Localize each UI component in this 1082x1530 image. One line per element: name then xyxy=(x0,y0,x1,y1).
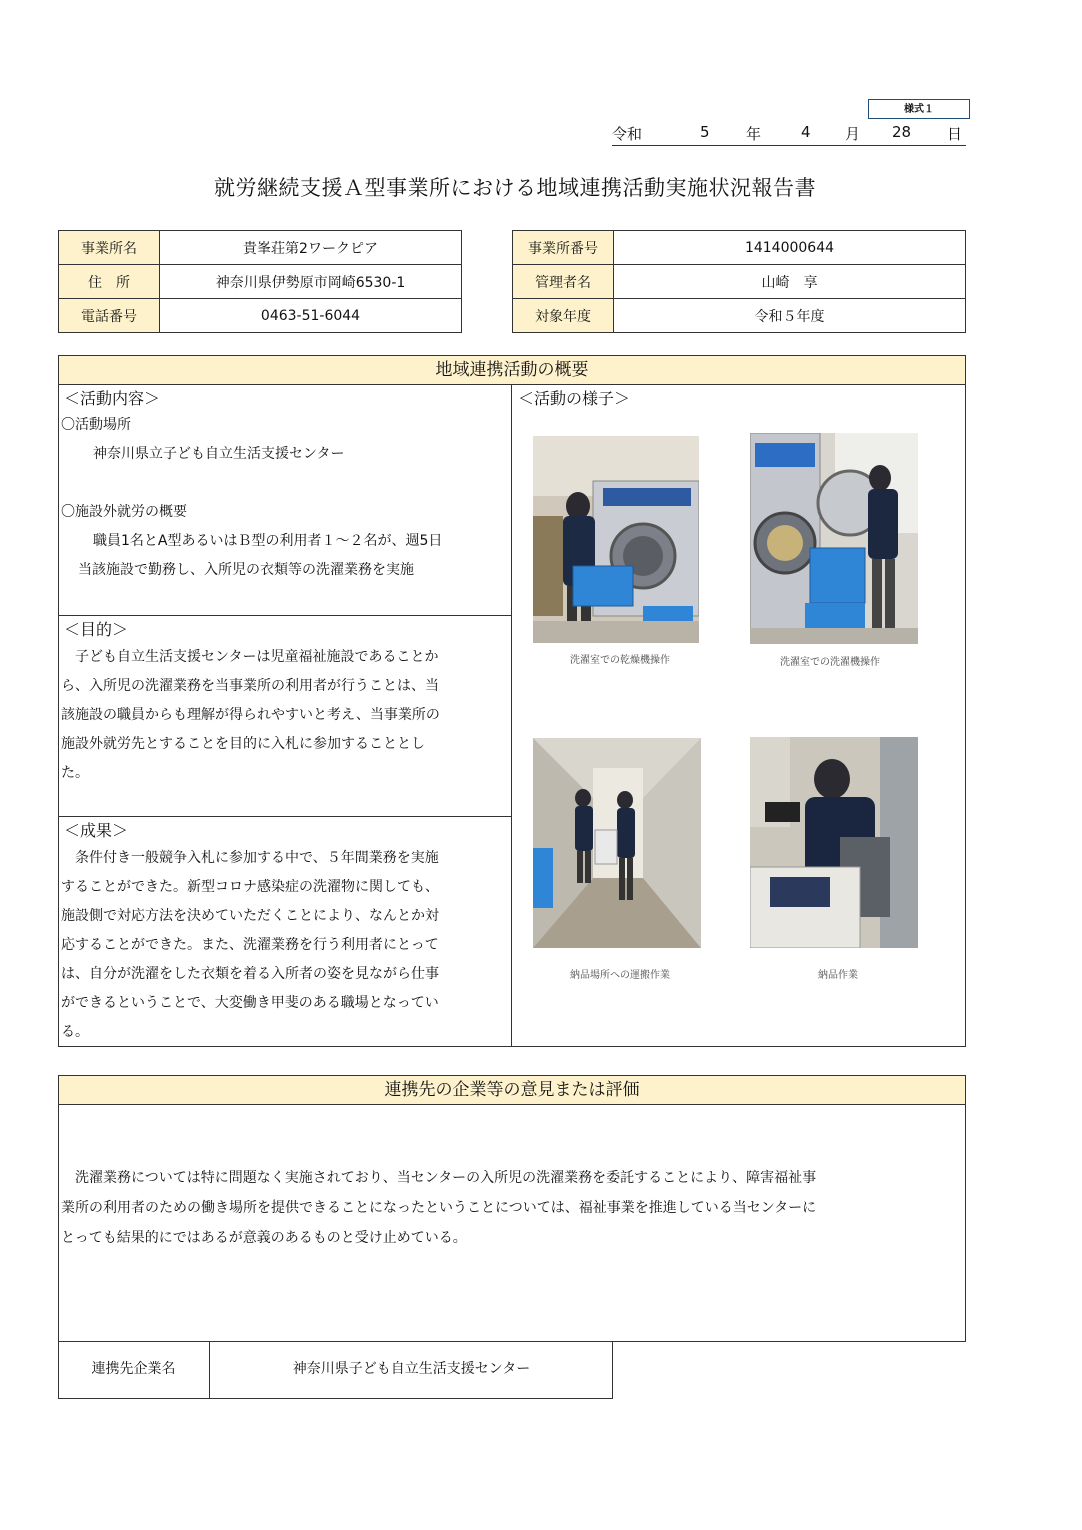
text-line: 業所の利用者のための働き場所を提供できることになったということについては、福祉事業を推進している当センターに xyxy=(61,1200,817,1216)
photo-caption: 洗濯室での洗濯機操作 xyxy=(780,657,880,668)
section-divider xyxy=(58,816,512,817)
table-row xyxy=(513,231,966,265)
report-date xyxy=(612,121,966,146)
partner-name: 神奈川県子ども自立生活支援センター xyxy=(292,1361,531,1377)
document-title: 就労継続支援Ａ型事業所における地域連携活動実施状況報告書 xyxy=(214,176,816,200)
text-line: 応することができた。また、洗濯業務を行う利用者にとって xyxy=(61,937,439,953)
purpose-text xyxy=(61,643,511,788)
photo-delivery-transport xyxy=(533,738,701,948)
address-value: 神奈川県伊勢原市岡崎6530-1 xyxy=(160,265,462,299)
text-line: ら、入所児の洗濯業務を当事業所の利用者が行うことは、当 xyxy=(61,678,439,694)
photo-dryer-image xyxy=(533,436,699,643)
text-line: ができるということで、大変働き甲斐のある職場となってい xyxy=(61,995,439,1011)
facility-admin-table xyxy=(512,230,966,333)
text-line: る。 xyxy=(61,1024,89,1040)
offsite-line: 当該施設で勤務し、入所児の衣類等の洗濯業務を実施 xyxy=(78,562,414,578)
text-line: とっても結果的にではあるが意義のあるものと受け止めている。 xyxy=(61,1230,467,1246)
evaluation-header: 連携先の企業等の意見または評価 xyxy=(58,1075,966,1105)
section-divider xyxy=(58,615,512,616)
offsite-heading: 〇施設外就労の概要 xyxy=(61,504,187,520)
photo-dryer-operation xyxy=(533,436,699,643)
photo-delivery-image xyxy=(750,737,918,948)
text-line: 洗濯業務については特に問題なく実施されており、当センターの入所児の洗濯業務を委託することにより、障害福祉事 xyxy=(61,1170,817,1186)
facility-name-label: 事業所名 xyxy=(59,231,160,265)
text-line: た。 xyxy=(61,765,89,781)
photo-delivery-work xyxy=(750,737,918,948)
date-month-unit: 月 xyxy=(845,125,861,143)
text-line: することができた。新型コロナ感染症の洗濯物に関しても、 xyxy=(61,879,439,895)
table-row xyxy=(513,265,966,299)
table-row xyxy=(59,265,462,299)
date-era: 令和 xyxy=(612,125,643,143)
manager-label: 管理者名 xyxy=(513,265,614,299)
text-line: 子ども自立生活支援センターは児童福祉施設であることか xyxy=(61,649,439,665)
photo-caption: 納品作業 xyxy=(818,970,858,981)
date-year: 5 xyxy=(700,123,710,141)
result-text xyxy=(61,844,511,1047)
photo-washer-operation xyxy=(750,433,918,644)
place-heading: 〇活動場所 xyxy=(61,417,131,433)
facility-name-value: 貴峯荘第2ワークピア xyxy=(160,231,462,265)
result-heading: ＜成果＞ xyxy=(64,821,129,840)
text-line: は、自分が洗濯をした衣類を着る入所者の姿を見ながら仕事 xyxy=(61,966,439,982)
evaluation-text xyxy=(61,1163,961,1253)
activity-place: 神奈川県立子ども自立生活支援センター xyxy=(93,446,345,462)
facility-number-label: 事業所番号 xyxy=(513,231,614,265)
text-line: 該施設の職員からも理解が得られやすいと考え、当事業所の xyxy=(61,707,440,723)
date-day: 28 xyxy=(892,123,912,141)
manager-value: 山崎 享 xyxy=(614,265,966,299)
date-year-unit: 年 xyxy=(746,125,762,143)
purpose-heading: ＜目的＞ xyxy=(64,620,129,639)
text-line: 条件付き一般競争入札に参加する中で、５年間業務を実施 xyxy=(61,850,439,866)
phone-label: 電話番号 xyxy=(59,299,160,333)
date-day-unit: 日 xyxy=(947,125,963,143)
text-line: 施設側で対応方法を決めていただくことにより、なんとか対 xyxy=(61,908,439,924)
table-row xyxy=(59,231,462,265)
photo-caption: 洗濯室での乾燥機操作 xyxy=(570,655,670,666)
target-year-value: 令和５年度 xyxy=(614,299,966,333)
photos-heading: ＜活動の様子＞ xyxy=(518,389,631,408)
photo-washer-image xyxy=(750,433,918,644)
date-month: 4 xyxy=(801,123,811,141)
activity-heading: ＜活動内容＞ xyxy=(64,389,161,408)
facility-number-value: 1414000644 xyxy=(614,231,966,265)
offsite-line: 職員1名とA型あるいはＢ型の利用者１～２名が、週5日 xyxy=(93,533,443,549)
phone-value: 0463-51-6044 xyxy=(160,299,462,333)
facility-info-table xyxy=(58,230,462,333)
table-row xyxy=(59,299,462,333)
address-label: 住 所 xyxy=(59,265,160,299)
overview-header: 地域連携活動の概要 xyxy=(58,355,966,385)
table-row xyxy=(513,299,966,333)
partner-label: 連携先企業名 xyxy=(91,1361,176,1377)
overview-column-divider xyxy=(511,384,512,1047)
photo-corridor-image xyxy=(533,738,701,948)
target-year-label: 対象年度 xyxy=(513,299,614,333)
photo-caption: 納品場所への運搬作業 xyxy=(570,970,670,981)
text-line: 施設外就労先とすることを目的に入札に参加することとし xyxy=(61,736,425,752)
form-number-tag: 様式１ xyxy=(868,99,970,119)
